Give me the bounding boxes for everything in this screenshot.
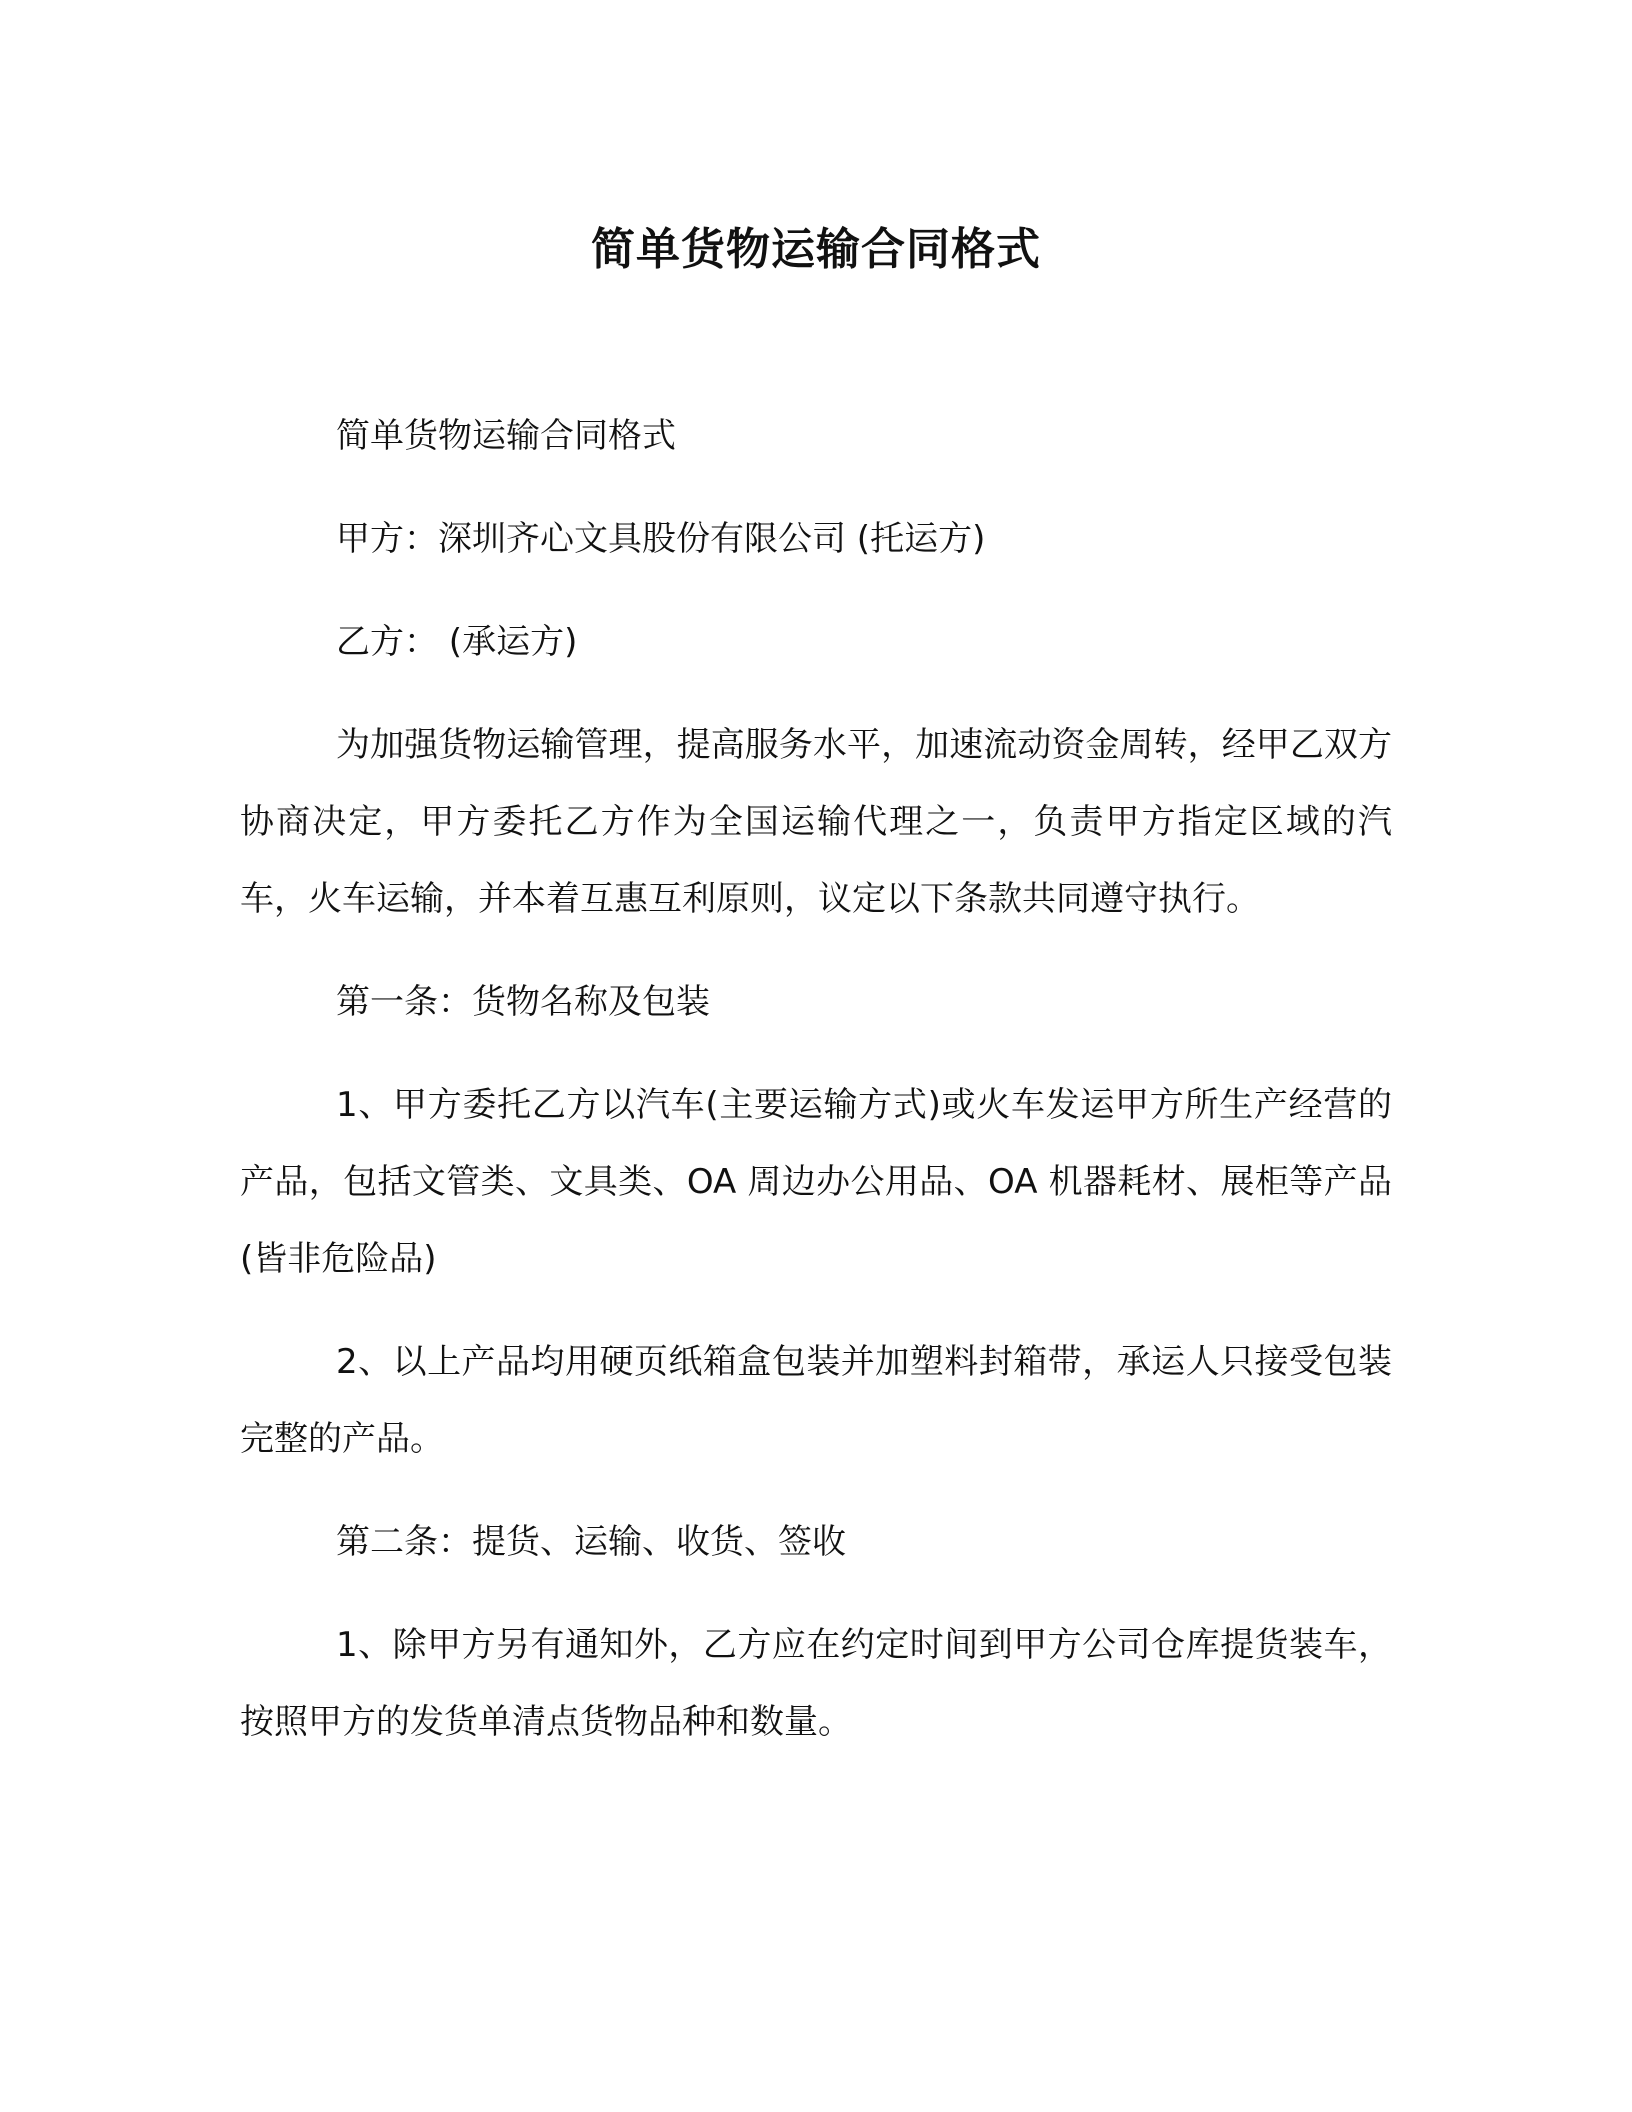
- paragraph-article-1-clause-2: 2、以上产品均用硬页纸箱盒包装并加塑料封箱带，承运人只接受包装完整的产品。: [240, 1342, 1392, 1459]
- paragraph-article-2-heading: 第二条：提货、运输、收货、签收: [336, 1522, 846, 1562]
- paragraph-party-b: 乙方： (承运方): [336, 622, 578, 662]
- paragraph-article-2-clause-1: 1、除甲方另有通知外，乙方应在约定时间到甲方公司仓库提货装车，按照甲方的发货单清点货物品种和数量。: [240, 1625, 1392, 1742]
- paragraph-subtitle: 简单货物运输合同格式: [336, 416, 676, 456]
- paragraph-preamble: 为加强货物运输管理，提高服务水平，加速流动资金周转，经甲乙双方协商决定，甲方委托乙方作为全国运输代理之一，负责甲方指定区域的汽车，火车运输，并本着互惠互利原则，议定以下条款共同遵守执行。: [240, 725, 1392, 919]
- paragraph-article-1-clause-1: 1、甲方委托乙方以汽车(主要运输方式)或火车发运甲方所生产经营的产品，包括文管类、文具类、OA 周边办公用品、OA 机器耗材、展柜等产品(皆非危险品): [240, 1085, 1392, 1279]
- document-title: 简单货物运输合同格式: [591, 224, 1041, 275]
- paragraph-article-1-heading: 第一条：货物名称及包装: [336, 982, 710, 1022]
- document-body: [240, 398, 1392, 1787]
- paragraph-party-a: 甲方：深圳齐心文具股份有限公司 (托运方): [336, 519, 986, 559]
